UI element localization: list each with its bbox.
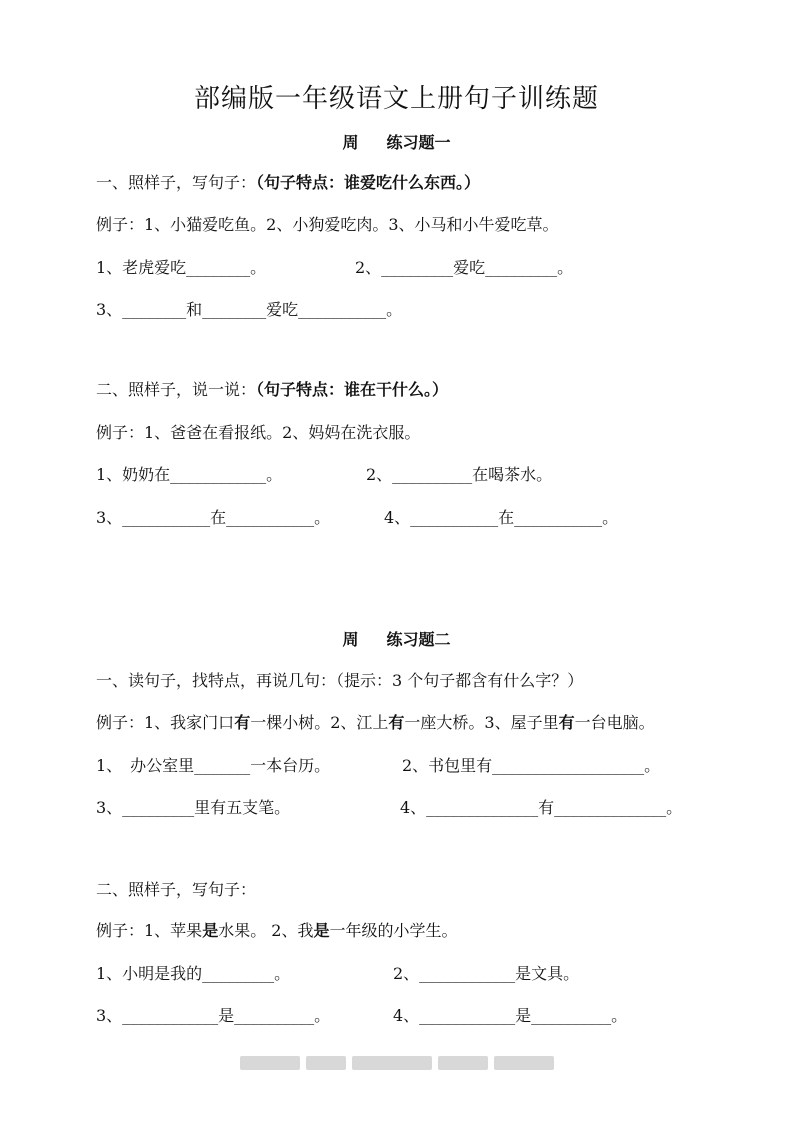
w1-s1-example: 例子：1、小猫爱吃鱼。2、小狗爱吃肉。3、小马和小牛爱吃草。 [96, 215, 559, 234]
w2-s2-question-4: 4、____________是__________。 [393, 1006, 628, 1025]
w1-s1-heading-text: 一、照样子，写句子： [96, 173, 257, 192]
w2-s2-ex-keyword: 是 [202, 921, 219, 940]
w2-section1-heading: 一、读句子，找特点，再说几句：（提示：3 个句子都含有什么字？） [96, 671, 584, 690]
w1-s2-question-1: 1、奶奶在____________。 [96, 465, 283, 484]
week2-heading-title: 练习题二 [386, 630, 451, 649]
week2-heading-week: 周 [342, 630, 359, 649]
w1-s2-heading-bold: （句子特点：谁在干什么。） [256, 380, 449, 399]
w2-s2-question-3: 3、____________是__________。 [96, 1006, 331, 1025]
w1-s1-question-3: 3、________和________爱吃___________。 [96, 300, 403, 319]
w1-s2-question-4: 4、___________在___________。 [384, 508, 619, 527]
w2-s1-ex-keyword: 有 [388, 713, 405, 732]
w1-s2-question-3: 3、___________在___________。 [96, 508, 331, 527]
w1-s1-question-2: 2、_________爱吃_________。 [355, 258, 574, 277]
week1-heading-week: 周 [342, 133, 359, 152]
w2-s1-ex-part: 一棵小树。2、江上 [250, 713, 389, 732]
w2-s1-ex-part: 一座大桥。3、屋子里 [404, 713, 559, 732]
week1-heading [0, 130, 793, 153]
w2-s2-ex-keyword: 是 [313, 921, 330, 940]
w2-s1-ex-part: 例子：1、我家门口 [96, 713, 235, 732]
w1-s2-question-2: 2、__________在喝茶水。 [366, 465, 553, 484]
w2-s2-ex-part: 例子：1、苹果 [96, 921, 203, 940]
page-title: 部编版一年级语文上册句子训练题 [193, 84, 599, 114]
w2-s1-question-2: 2、书包里有___________________。 [402, 756, 661, 775]
w1-s2-example: 例子：1、爸爸在看报纸。2、妈妈在洗衣服。 [96, 423, 421, 442]
w2-s1-ex-keyword: 有 [234, 713, 251, 732]
w2-section2-heading: 二、照样子，写句子： [96, 880, 257, 899]
w1-s1-heading-bold: （句子特点：谁爱吃什么东西。） [256, 173, 481, 192]
w2-s2-ex-part: 一年级的小学生。 [329, 921, 458, 940]
w2-s1-question-1: 1、 办公室里_______一本台历。 [96, 756, 331, 775]
w2-s1-question-3: 3、_________里有五支笔。 [96, 798, 291, 817]
week1-heading-title: 练习题一 [386, 133, 451, 152]
w1-section2-heading [96, 377, 448, 400]
w2-s2-example [96, 918, 458, 941]
w1-s1-question-1: 1、老虎爱吃________。 [96, 258, 267, 277]
w2-s2-ex-part: 水果。 2、我 [218, 921, 314, 940]
w2-s1-ex-keyword: 有 [558, 713, 575, 732]
w2-s2-question-2: 2、____________是文具。 [393, 964, 580, 983]
w2-s1-ex-part: 一台电脑。 [574, 713, 655, 732]
blurred-footer-watermark [240, 1056, 556, 1070]
w2-s1-example [96, 710, 655, 733]
w1-section1-heading [96, 170, 480, 193]
w1-s2-heading-text: 二、照样子，说一说： [96, 380, 257, 399]
week2-heading [0, 627, 793, 650]
w2-s2-question-1: 1、小明是我的_________。 [96, 964, 291, 983]
w2-s1-question-4: 4、______________有______________。 [400, 798, 683, 817]
